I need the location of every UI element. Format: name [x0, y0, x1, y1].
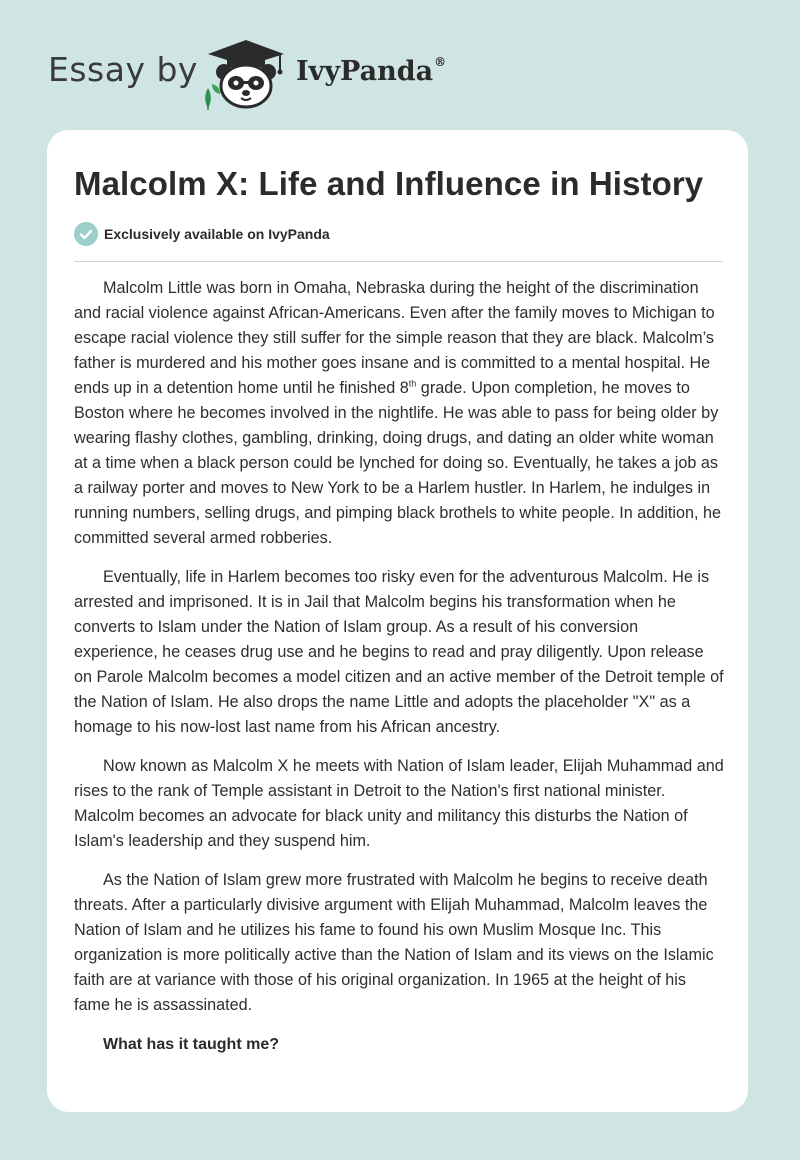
brand-name-text: IvyPanda	[296, 56, 434, 87]
registered-mark: ®	[434, 55, 447, 69]
essay-by-label: Essay by	[48, 50, 198, 89]
site-header	[0, 0, 800, 130]
paragraph-1	[74, 276, 726, 551]
brand-name[interactable]	[296, 56, 446, 87]
paragraph-2: Eventually, life in Harlem becomes too risky even for the adventurous Malcolm. He is arrested and imprisoned. It is in Jail that Malcolm begins his transformation when he converts to Islam under the Nation of Islam group. As a result of his conversion experience, he ceases drug use and he begins to read and pray diligently. Upon release on Parole Malcolm becomes a model citizen and an active member of the Detroit temple of the Nation of Islam. He also drops the name Little and adopts the placeholder "X" as a homage to his now-lost last name from his African ancestry.	[74, 568, 724, 736]
paragraph-1-part-a: Malcolm Little was born in Omaha, Nebraska during the height of the discrimination and racial violence against African-Americans. Even after the family moves to Michigan to escape racial violence they still suffer for the simple reason that they are black. Malcolm’s father is murdered and his mother goes insane and is committed to a mental hospital. He ends up in a detention home until he finished 8	[74, 279, 715, 397]
ordinal-suffix: th	[408, 378, 417, 389]
panda-logo-icon[interactable]	[200, 36, 292, 110]
exclusive-badge	[74, 222, 330, 246]
divider	[74, 261, 723, 262]
section-subheading: What has it taught me?	[103, 1036, 279, 1053]
exclusive-badge-label: Exclusively available on IvyPanda	[104, 226, 330, 242]
essay-body	[74, 276, 726, 1057]
essay-card	[47, 130, 748, 1112]
check-badge-icon	[74, 222, 98, 246]
paragraph-1-part-b: grade. Upon completion, he moves to Boston where he becomes involved in the nightlife. He was able to pass for being older by wearing flashy clothes, gambling, drinking, doing drugs, and dating an older white woman at a time when a black person could be lynched for doing so. Eventually, he takes a job as a railway porter and moves to New York to be a Harlem hustler. In Harlem, he indulges in running numbers, selling drugs, and pimping black brothels to white people. In addition, he committed several armed robberies.	[74, 379, 722, 547]
paragraph-4: As the Nation of Islam grew more frustrated with Malcolm he begins to receive death threats. After a particularly divisive argument with Elijah Muhammad, Malcolm leaves the Nation of Islam and he utilizes his fame to found his own Muslim Mosque Inc. This organization is more politically active than the Nation of Islam and its views on the Islamic faith are at variance with those of his original organization. In 1965 at the height of his fame he is assassinated.	[74, 871, 714, 1014]
paragraph-3: Now known as Malcolm X he meets with Nation of Islam leader, Elijah Muhammad and rises to the rank of Temple assistant in Detroit to the Nation's first national minister. Malcolm becomes an advocate for black unity and militancy this disturbs the Nation of Islam's leadership and they suspend him.	[74, 757, 724, 850]
page-title: Malcolm X: Life and Influence in History	[74, 165, 704, 202]
